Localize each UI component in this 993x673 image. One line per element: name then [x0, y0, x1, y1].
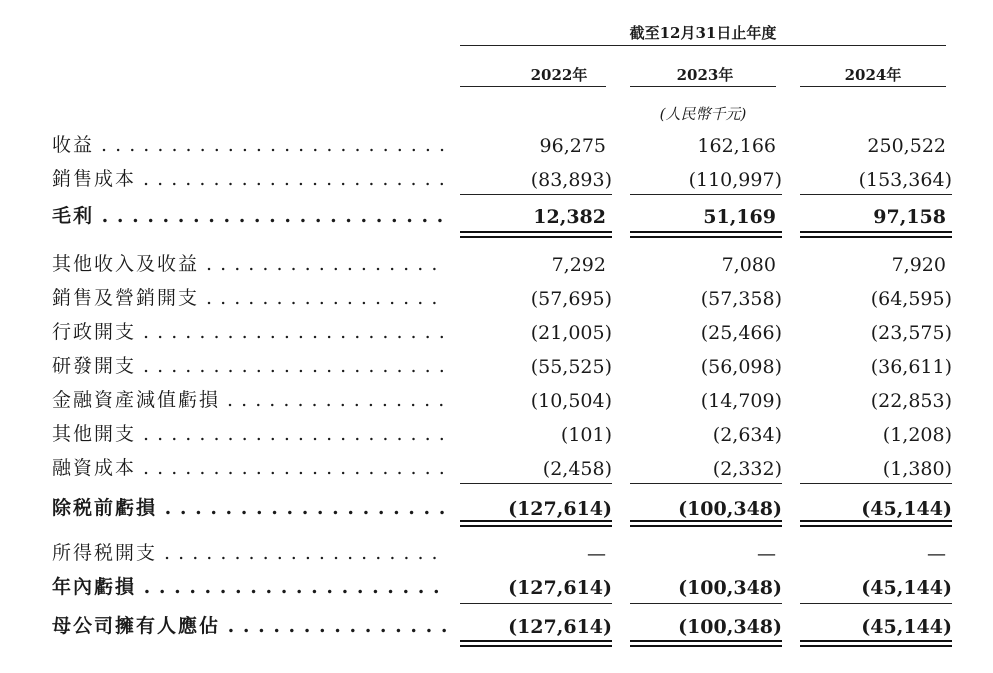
- value-2022: 7,292: [551, 254, 606, 276]
- row-label: 收益 . . .: [52, 134, 447, 156]
- value-2023: (100,348): [678, 577, 782, 599]
- period-header: 截至12月31日止年度: [629, 24, 777, 42]
- table-row-loss-for-year: [0, 576, 993, 610]
- year-rule-2023: [630, 86, 776, 87]
- value-2022: (57,695): [530, 288, 612, 310]
- value-2024: (153,364): [858, 169, 952, 191]
- table-row: [0, 321, 993, 355]
- value-2023: (100,348): [678, 498, 782, 520]
- value-2022: (55,525): [530, 356, 612, 378]
- subtotal-rule: [460, 194, 612, 195]
- table-row: [0, 457, 993, 491]
- subtotal-rule: [460, 603, 612, 604]
- currency-unit-label: (人民幣千元): [659, 105, 747, 123]
- year-header-2024: 2024年: [844, 66, 902, 84]
- subtotal-rule: [630, 603, 782, 604]
- value-2024: (45,144): [861, 577, 952, 599]
- row-label: 銷售成本 . . .: [52, 168, 447, 190]
- subtotal-rule: [460, 483, 612, 484]
- value-2023: (100,348): [678, 616, 782, 638]
- value-2023: (57,358): [700, 288, 782, 310]
- value-2022: (2,458): [542, 458, 612, 480]
- value-2024: (23,575): [870, 322, 952, 344]
- value-2023: (14,709): [700, 390, 782, 412]
- table-row: [0, 287, 993, 321]
- value-2024: (45,144): [861, 498, 952, 520]
- value-2024: —: [927, 543, 946, 565]
- total-double-rule: [460, 231, 612, 238]
- value-2022: (101): [560, 424, 612, 446]
- table-row: [0, 423, 993, 457]
- row-label: 年內虧損 . . .: [52, 576, 447, 598]
- row-label: 毛利 . . .: [52, 205, 447, 227]
- value-2022: (21,005): [530, 322, 612, 344]
- value-2022: (127,614): [508, 577, 612, 599]
- value-2023: (2,332): [712, 458, 782, 480]
- value-2024: (36,611): [870, 356, 952, 378]
- value-2022: (83,893): [530, 169, 612, 191]
- value-2023: 51,169: [703, 206, 776, 228]
- year-rule-2024: [800, 86, 946, 87]
- value-2022: 12,382: [533, 206, 606, 228]
- value-2024: (22,853): [870, 390, 952, 412]
- period-header-rule: [460, 45, 946, 46]
- subtotal-rule: [800, 483, 952, 484]
- value-2023: 7,080: [721, 254, 776, 276]
- subtotal-rule: [800, 194, 952, 195]
- row-label: 研發開支 . . .: [52, 355, 447, 377]
- value-2024: (64,595): [870, 288, 952, 310]
- value-2024: (1,208): [882, 424, 952, 446]
- value-2024: (1,380): [882, 458, 952, 480]
- row-label: 除税前虧損 . . .: [52, 497, 447, 519]
- year-header-2023: 2023年: [676, 66, 734, 84]
- value-2023: (25,466): [700, 322, 782, 344]
- value-2023: (2,634): [712, 424, 782, 446]
- subtotal-rule: [800, 603, 952, 604]
- value-2023: (56,098): [700, 356, 782, 378]
- value-2024: 7,920: [891, 254, 946, 276]
- year-header-2022: 2022年: [530, 66, 588, 84]
- total-double-rule: [460, 520, 612, 527]
- value-2023: 162,166: [697, 135, 776, 157]
- total-double-rule: [460, 640, 612, 647]
- table-row: [0, 389, 993, 423]
- value-2024: 250,522: [867, 135, 946, 157]
- table-row: [0, 253, 993, 287]
- value-2022: (127,614): [508, 498, 612, 520]
- table-row: [0, 355, 993, 389]
- table-row: [0, 168, 993, 202]
- value-2022: 96,275: [539, 135, 606, 157]
- total-double-rule: [800, 231, 952, 238]
- total-double-rule: [800, 640, 952, 647]
- value-2024: (45,144): [861, 616, 952, 638]
- subtotal-rule: [630, 483, 782, 484]
- row-label: 銷售及營銷開支 . . .: [52, 287, 447, 309]
- row-label: 融資成本 . . .: [52, 457, 447, 479]
- year-rule-2022: [460, 86, 606, 87]
- total-double-rule: [630, 231, 782, 238]
- row-label: 其他開支 . . .: [52, 423, 447, 445]
- value-2022: (10,504): [530, 390, 612, 412]
- row-label: 金融資產減值虧損 . . .: [52, 389, 447, 411]
- row-label: 行政開支 . . .: [52, 321, 447, 343]
- value-2023: (110,997): [688, 169, 782, 191]
- row-label: 所得税開支 . . .: [52, 542, 447, 564]
- value-2024: 97,158: [873, 206, 946, 228]
- subtotal-rule: [630, 194, 782, 195]
- row-label: 母公司擁有人應佔 . . .: [52, 615, 447, 637]
- value-2022: —: [587, 543, 606, 565]
- table-row: [0, 542, 993, 576]
- row-label: 其他收入及收益 . . .: [52, 253, 447, 275]
- total-double-rule: [630, 640, 782, 647]
- total-double-rule: [630, 520, 782, 527]
- total-double-rule: [800, 520, 952, 527]
- value-2023: —: [757, 543, 776, 565]
- table-row: [0, 134, 993, 168]
- value-2022: (127,614): [508, 616, 612, 638]
